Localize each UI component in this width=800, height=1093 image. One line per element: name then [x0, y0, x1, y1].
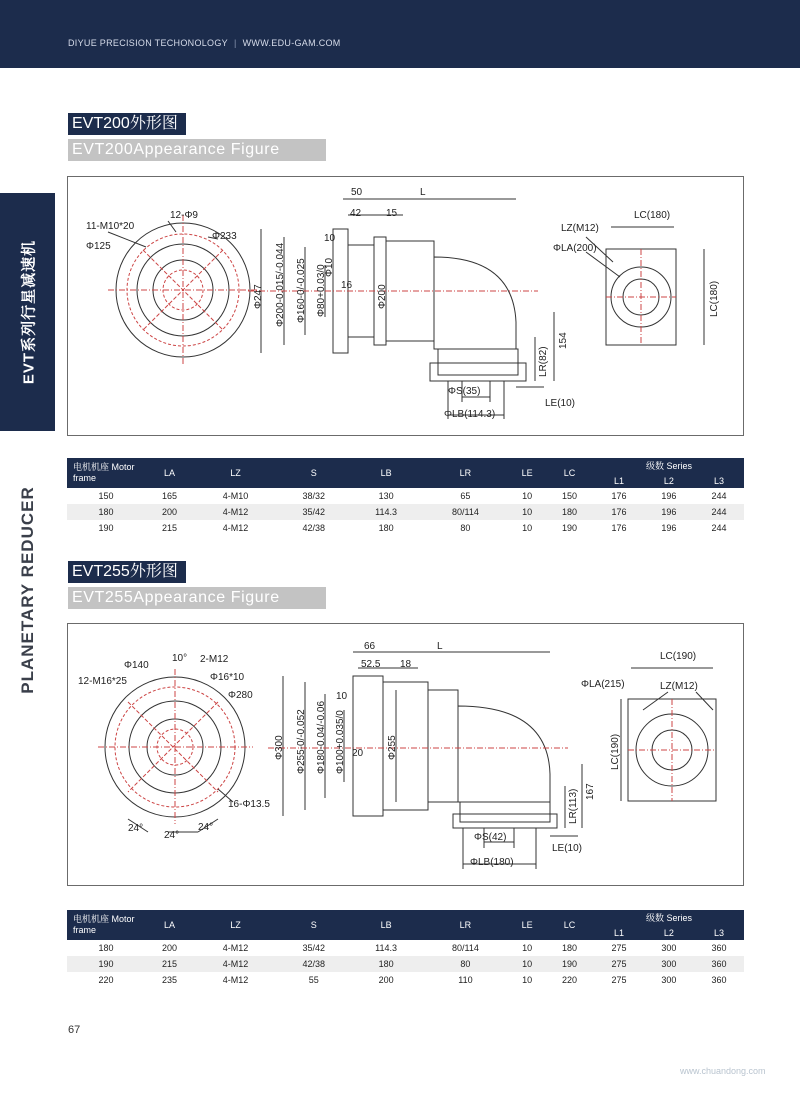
cell-l2: 300	[644, 956, 694, 972]
cell-lc: 180	[545, 504, 594, 520]
cell-lc: 190	[562, 523, 578, 533]
evt255-dim-m12: 2-M12	[200, 654, 229, 665]
header-l2: L2	[644, 473, 694, 488]
evt200-dim-holes-through: 12-Φ9	[170, 210, 198, 221]
evt255-dim-525: 52.5	[361, 659, 381, 670]
cell-l3: 360	[694, 956, 744, 972]
evt200-dim-philb: ΦLB(114.3)	[444, 409, 496, 420]
evt255-dim-lc-top: LC(190)	[660, 651, 697, 662]
cell-l3: 360	[711, 943, 727, 953]
cell-le: 10	[509, 956, 545, 972]
side-elbow	[458, 706, 550, 802]
cell-la: 200	[145, 504, 194, 520]
cell-le: 10	[522, 975, 533, 985]
table-row	[67, 956, 744, 972]
cell-frame: 220	[98, 975, 114, 985]
evt255-dim-deg24b: 24°	[164, 830, 180, 841]
evt255-dim-phi255-tol: Φ255-0/-0.052	[296, 709, 307, 774]
evt255-drawing	[67, 623, 744, 886]
table-row	[67, 520, 744, 536]
cell-le: 10	[522, 943, 533, 953]
evt255-dim-holes-thread: 12-M16*25	[78, 676, 127, 687]
cell-s: 35/42	[277, 504, 350, 520]
cell-l1: 176	[594, 504, 644, 520]
evt200-drawing	[67, 176, 744, 436]
evt255-dim-phi140: Φ140	[124, 660, 149, 671]
cell-l2: 196	[644, 504, 694, 520]
cell-frame: 180	[67, 504, 145, 520]
evt255-dim-phi16: Φ16*10	[210, 672, 245, 683]
evt255-dim-deg24a: 24°	[128, 823, 144, 834]
evt200-dim-lr82: LR(82)	[538, 346, 549, 377]
cell-le: 10	[522, 491, 533, 501]
sidebar-cn-title: EVT系列行星减速机	[20, 239, 37, 385]
cell-s: 42/38	[302, 523, 326, 533]
header-l3: L3	[694, 925, 744, 940]
cell-lb: 180	[350, 956, 421, 972]
evt200-dim-holes-thread: 11-M10*20	[86, 221, 135, 232]
cell-lr: 110	[458, 975, 473, 985]
evt200-dim-lc-top: LC(180)	[634, 210, 671, 221]
cell-lb: 114.3	[375, 943, 398, 953]
header-series: 级数 Series	[594, 458, 744, 473]
evt200-dim-10: 10	[324, 233, 336, 244]
evt255-dim-lc-side: LC(190)	[610, 733, 621, 770]
evt255-dim-phi280: Φ280	[228, 690, 253, 701]
side-output-flange	[430, 363, 526, 381]
evt200-dim-phis35: ΦS(35)	[448, 386, 481, 397]
cell-lr: 80/114	[452, 943, 479, 953]
side-housing	[428, 690, 458, 802]
header-la: LA	[145, 458, 194, 488]
header-l2: L2	[644, 925, 694, 940]
cell-l1: 176	[611, 491, 627, 501]
header-l1: L1	[594, 473, 644, 488]
side-output-housing	[438, 349, 518, 375]
cell-l1: 275	[594, 956, 644, 972]
cell-lz: 4-M12	[222, 975, 249, 985]
sidebar-en-title: PLANETARY REDUCER	[17, 486, 37, 694]
table-row	[67, 504, 744, 520]
cell-l3: 244	[711, 491, 727, 501]
evt200-dim-phi160-tol: Φ160-0/-0.025	[296, 258, 307, 323]
cell-l2: 196	[661, 491, 677, 501]
cell-s: 42/38	[277, 956, 350, 972]
evt255-dim-phi180-tol: Φ180-0.04/-0.06	[316, 700, 327, 774]
cell-l3: 360	[711, 975, 727, 985]
header-s: S	[277, 910, 350, 940]
cell-le: 10	[509, 504, 545, 520]
side-output-housing	[460, 802, 550, 822]
evt200-dim-phi80-tol: Φ80+0.03/0	[316, 264, 327, 317]
cell-l2: 196	[661, 523, 677, 533]
cell-la: 235	[161, 975, 177, 985]
cell-la: 215	[161, 523, 177, 533]
table-row	[67, 488, 744, 504]
cell-l1: 176	[611, 523, 627, 533]
evt255-dim-phi300: Φ300	[274, 735, 285, 760]
header-l3: L3	[694, 473, 744, 488]
evt200-dim-le10: LE(10)	[545, 398, 576, 409]
header-lz: LZ	[194, 458, 277, 488]
header-motor-frame: 电机机座 Motor frame	[67, 910, 145, 940]
header-brand	[68, 38, 341, 48]
sidebar-category	[0, 440, 55, 740]
leader-12phi9	[168, 221, 176, 232]
cell-frame: 150	[98, 491, 114, 501]
evt255-title-en: EVT255Appearance Figure	[68, 587, 326, 609]
evt200-title-cn: EVT200外形图	[68, 113, 186, 135]
evt255-dim-l: L	[437, 641, 443, 652]
leader-holes	[108, 232, 146, 247]
header-lz: LZ	[194, 910, 277, 940]
evt200-dim-lz: LZ(M12)	[561, 223, 599, 234]
evt255-dim-167: 167	[585, 783, 596, 800]
side-flange-plate	[353, 676, 383, 816]
lz-leader	[696, 692, 713, 710]
table-row	[67, 972, 744, 988]
table-header-row	[67, 910, 744, 925]
table-row	[67, 940, 744, 956]
cell-l2: 300	[661, 975, 677, 985]
header-lb: LB	[350, 458, 421, 488]
cell-l1: 275	[611, 975, 627, 985]
cell-lc: 180	[562, 943, 578, 953]
header-lr: LR	[422, 910, 510, 940]
website-link[interactable]: WWW.EDU-GAM.COM	[242, 38, 341, 48]
evt200-dim-phi247: Φ247	[253, 284, 264, 309]
header-separator: |	[233, 38, 237, 48]
evt255-dim-phila: ΦLA(215)	[581, 679, 625, 690]
header-lb: LB	[350, 910, 421, 940]
cell-s: 55	[308, 975, 319, 985]
evt200-dim-phi200: Φ200	[377, 284, 388, 309]
header-la: LA	[145, 910, 194, 940]
evt200-dim-phi200-tol: Φ200-0.015/-0.044	[275, 242, 286, 327]
cell-lz: 4-M10	[222, 491, 249, 501]
evt255-dim-20: 20	[352, 748, 364, 759]
evt255-dim-phi255: Φ255	[387, 735, 398, 760]
evt255-dim-holes-through: 16-Φ13.5	[228, 799, 270, 810]
cell-s: 38/32	[302, 491, 326, 501]
evt255-spec-table	[67, 910, 744, 988]
cell-lz: 4-M12	[194, 956, 277, 972]
header-le: LE	[509, 458, 545, 488]
header-l1: L1	[594, 925, 644, 940]
cell-le: 10	[522, 523, 533, 533]
side-elbow	[434, 257, 516, 349]
cell-lr: 65	[460, 491, 471, 501]
evt200-dim-50: 50	[351, 187, 363, 198]
cell-lb: 200	[378, 975, 394, 985]
cell-frame: 190	[98, 523, 114, 533]
evt200-dim-42: 42	[350, 208, 362, 219]
header-series: 级数 Series	[594, 910, 744, 925]
cell-l3: 244	[694, 504, 744, 520]
evt255-dim-10: 10	[336, 691, 348, 702]
evt200-dim-15: 15	[386, 208, 398, 219]
evt200-title-en: EVT200Appearance Figure	[68, 139, 326, 161]
cell-l1: 275	[611, 943, 627, 953]
la-leader	[643, 692, 668, 710]
header-lc: LC	[545, 910, 594, 940]
evt200-dim-l: L	[420, 187, 426, 198]
evt255-dim-deg10: 10°	[172, 653, 188, 664]
evt200-dim-pcd-outer: Φ233	[212, 231, 237, 242]
evt200-dim-lc-side: LC(180)	[709, 280, 720, 317]
top-header-bar	[0, 0, 800, 68]
side-output-flange	[453, 814, 557, 828]
cell-lr: 80	[460, 523, 471, 533]
cell-lz: 4-M12	[222, 943, 249, 953]
cell-lc: 150	[562, 491, 578, 501]
cell-lz: 4-M12	[222, 523, 249, 533]
cell-lb: 114.3	[350, 504, 421, 520]
company-name: DIYUE PRECISION TECHONOLOGY	[68, 38, 228, 48]
evt255-dim-le10: LE(10)	[552, 843, 583, 854]
watermark-text: www.chuandong.com	[680, 1066, 766, 1076]
cell-lr: 80/114	[422, 504, 510, 520]
sidebar-series-tab	[0, 193, 55, 431]
evt255-dim-philb: ΦLB(180)	[470, 857, 514, 868]
cell-frame: 190	[67, 956, 145, 972]
cell-lc: 220	[562, 975, 578, 985]
header-lr: LR	[422, 458, 510, 488]
header-motor-frame: 电机机座 Motor frame	[67, 458, 145, 488]
evt255-title-cn: EVT255外形图	[68, 561, 186, 583]
evt255-dim-phis42: ΦS(42)	[474, 832, 507, 843]
evt255-dim-deg24c: 24°	[198, 822, 214, 833]
la-leader	[586, 252, 620, 277]
cell-lc: 190	[545, 956, 594, 972]
cell-lz: 4-M12	[194, 504, 277, 520]
evt200-dim-154: 154	[558, 332, 569, 349]
cell-la: 165	[161, 491, 177, 501]
evt200-dim-pcd-inner: Φ125	[86, 241, 111, 252]
cell-lb: 130	[378, 491, 394, 501]
cell-lb: 180	[378, 523, 394, 533]
cell-lr: 80	[422, 956, 510, 972]
page-number: 67	[68, 1024, 81, 1036]
cell-la: 200	[161, 943, 177, 953]
evt255-dim-phi100-tol: Φ100+0.035/0	[335, 710, 346, 774]
table-header-row	[67, 458, 744, 473]
evt200-dim-16: 16	[341, 280, 353, 291]
header-s: S	[277, 458, 350, 488]
evt200-spec-table	[67, 458, 744, 536]
cell-l2: 300	[661, 943, 677, 953]
cell-l3: 244	[711, 523, 727, 533]
evt255-dim-18: 18	[400, 659, 412, 670]
header-le: LE	[509, 910, 545, 940]
evt255-dim-lr113: LR(113)	[568, 788, 579, 824]
evt200-dim-phila: ΦLA(200)	[553, 243, 597, 254]
evt200-dim-phi10: Φ10	[324, 257, 335, 277]
evt255-dim-lz: LZ(M12)	[660, 681, 698, 692]
cell-frame: 180	[98, 943, 114, 953]
header-lc: LC	[545, 458, 594, 488]
cell-la: 215	[145, 956, 194, 972]
cell-s: 35/42	[302, 943, 326, 953]
evt255-dim-66: 66	[364, 641, 376, 652]
